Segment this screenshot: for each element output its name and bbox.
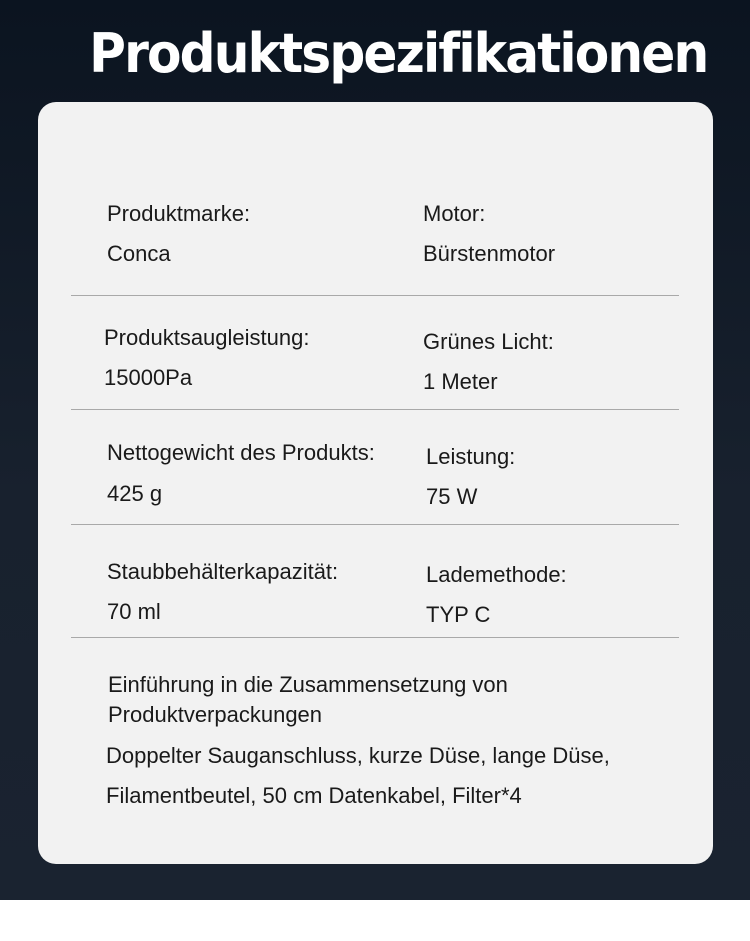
spec-value-power: 75 W xyxy=(426,484,478,509)
spec-label-brand: Produktmarke: xyxy=(107,201,251,226)
spec-card xyxy=(38,102,713,864)
spec-value-suction: 15000Pa xyxy=(104,365,193,390)
spec-label-net-weight: Nettogewicht des Produkts: xyxy=(107,440,375,465)
divider xyxy=(71,409,679,410)
divider xyxy=(71,524,679,525)
spec-value-dust-capacity: 70 ml xyxy=(107,599,161,624)
spec-value-net-weight: 425 g xyxy=(107,481,163,506)
spec-value-brand: Conca xyxy=(107,241,171,266)
spec-label-charging-method: Lademethode: xyxy=(426,562,567,587)
divider xyxy=(71,295,679,296)
package-contents: Doppelter Sauganschluss, kurze Düse, lange Düse, Filamentbeutel, 50 cm Datenkabel, Filter*4 xyxy=(106,743,610,808)
spec-label-power: Leistung: xyxy=(426,444,516,469)
spec-label-dust-capacity: Staubbehälterkapazität: xyxy=(107,559,339,584)
spec-label-suction: Produktsaugleistung: xyxy=(104,325,310,350)
spec-value-green-light: 1 Meter xyxy=(423,369,498,394)
spec-value-charging-method: TYP C xyxy=(426,602,491,627)
divider xyxy=(71,637,679,638)
page-title: Produktspezifikationen xyxy=(89,22,708,85)
spec-value-motor: Bürstenmotor xyxy=(423,241,556,266)
spec-label-motor: Motor: xyxy=(423,201,486,226)
package-heading: Einführung in die Zusammensetzung von Produktverpackungen xyxy=(108,672,508,727)
spec-label-green-light: Grünes Licht: xyxy=(423,329,554,354)
